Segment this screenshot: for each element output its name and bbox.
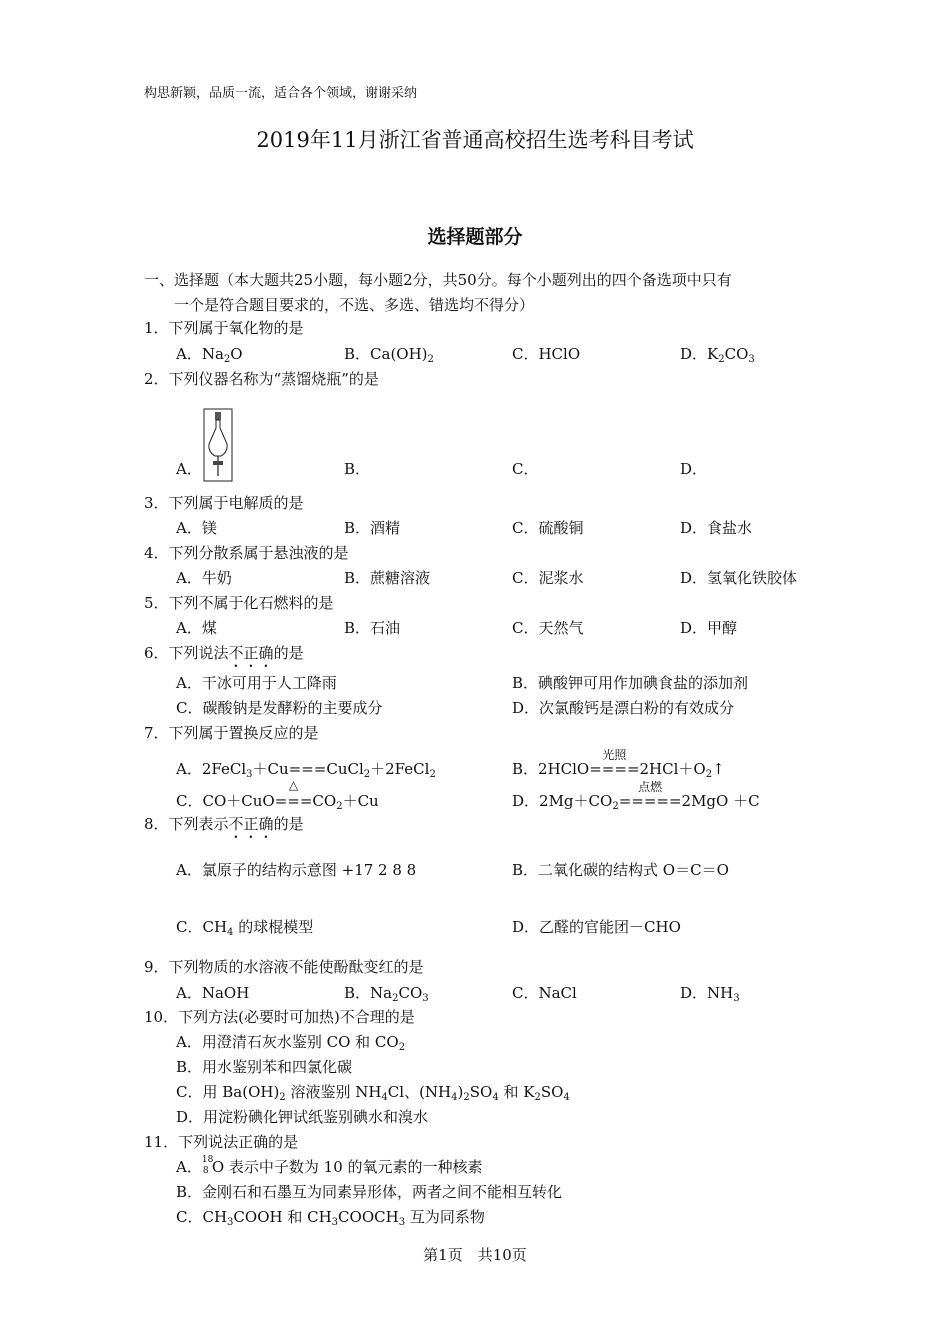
q5-option-d: D．甲醇 [680, 619, 738, 637]
header-note: 构思新颖，品质一流，适合各个领域，谢谢采纳 [144, 86, 418, 101]
q2-option-b: B． [344, 460, 371, 478]
q4-option-d: D．氢氧化铁胶体 [680, 569, 798, 587]
instructions-line1: 一、选择题（本大题共25小题，每小题2分，共50分。每个小题列出的四个备选项中只有 [144, 271, 732, 289]
q9-option-a: A．NaOH [176, 984, 250, 1002]
q4-option-b: B．蔗糖溶液 [344, 569, 431, 587]
q1-option-d: D．$K_2CO_3$ [680, 345, 755, 365]
q8-option-c: C．$CH_4$ 的球棍模型 [176, 918, 314, 938]
question-6-stem: 6．下列说法不正确的是 [144, 644, 304, 662]
page-footer: 第1页 共10页 [423, 1246, 527, 1264]
q1-option-a: A．$Na_2O$ [176, 345, 243, 365]
question-10-stem: 10．下列方法(必要时可加热)不合理的是 [144, 1008, 415, 1026]
q11-option-c: C．$CH_3COOH$ 和 $CH_3COOCH_3$ 互为同系物 [176, 1208, 485, 1228]
question-7-stem: 7．下列属于置换反应的是 [144, 724, 319, 742]
exam-title: 2019年11月浙江省普通高校招生选考科目考试 [256, 128, 694, 152]
q3-option-b: B．酒精 [344, 519, 401, 537]
q6-option-a: A．干冰可用于人工降雨 [176, 674, 337, 692]
q9-option-b: B．$Na_2CO_3$ [344, 984, 429, 1004]
q9-option-c: C．NaCl [512, 984, 577, 1002]
q3-option-c: C．硫酸铜 [512, 519, 584, 537]
q8-option-b: B．二氧化碳的结构式 O＝C＝O [512, 861, 729, 879]
question-1-stem: 1．下列属于氧化物的是 [144, 319, 304, 337]
section-title: 选择题部分 [427, 226, 523, 248]
chlorine-atom-diagram: +17 2 8 8 [341, 861, 417, 879]
q2-option-c: C． [512, 460, 539, 478]
q7-option-c: C．CO＋CuO △ $===CO_2+Cu$ [176, 778, 379, 812]
q5-option-a: A．煤 [176, 619, 217, 637]
q11-option-a: A． 18 8 O 表示中子数为 10 的氧元素的一种核素 [176, 1155, 483, 1176]
q7-option-a: A．2FeCl$_3$＋Cu===CuCl$_2$＋2FeCl$_2$ [176, 760, 436, 780]
q4-option-c: C．泥浆水 [512, 569, 584, 587]
question-5-stem: 5．下列不属于化石燃料的是 [144, 594, 334, 612]
q2-option-d: D． [680, 460, 708, 478]
q10-option-d: D．用淀粉碘化钾试纸鉴别碘水和溴水 [176, 1108, 429, 1126]
question-4-stem: 4．下列分散系属于悬浊液的是 [144, 544, 349, 562]
question-9-stem: 9．下列物质的水溶液不能使酚酞变红的是 [144, 958, 424, 976]
separatory-funnel-image [203, 408, 233, 482]
q3-option-a: A．镁 [176, 519, 217, 537]
q7-option-d: D．$2Mg+CO_2$ 点燃 =====2MgO ＋C [512, 780, 760, 812]
q2-option-a: A． [176, 460, 202, 478]
q10-option-b: B．用水鉴别苯和四氯化碳 [176, 1058, 353, 1076]
q8-option-a: A．氯原子的结构示意图 +17 2 8 8 [176, 861, 417, 879]
q6-option-d: D．次氯酸钙是漂白粉的有效成分 [512, 699, 735, 717]
q5-option-c: C．天然气 [512, 619, 584, 637]
q11-option-b: B．金刚石和石墨互为同素异形体，两者之间不能相互转化 [176, 1183, 563, 1201]
question-11-stem: 11．下列说法正确的是 [144, 1133, 299, 1151]
q7-option-b: B．2HClO 光照 $====2HCl+O_2↑$ [512, 748, 725, 780]
q9-option-d: D．$NH_3$ [680, 984, 740, 1004]
q6-option-b: B．碘酸钾可用作加碘食盐的添加剂 [512, 674, 749, 692]
q6-option-c: C．碳酸钠是发酵粉的主要成分 [176, 699, 383, 717]
q4-option-a: A．牛奶 [176, 569, 232, 587]
question-8-stem: 8．下列表示不正确的是 [144, 815, 304, 833]
instructions [144, 268, 732, 318]
question-2-stem: 2．下列仪器名称为“蒸馏烧瓶”的是 [144, 370, 379, 388]
q1-option-c: C．HClO [512, 345, 581, 363]
q8-option-d: D．乙醛的官能团－CHO [512, 918, 681, 936]
q10-option-c: C．用 $Ba(OH)_2$ 溶液鉴别 $NH_4Cl$、$(NH_4)_2SO_4$ 和 $K_2SO_4$ [176, 1083, 570, 1103]
q5-option-b: B．石油 [344, 619, 401, 637]
question-3-stem: 3．下列属于电解质的是 [144, 494, 304, 512]
q3-option-d: D．食盐水 [680, 519, 753, 537]
q10-option-a: A．用澄清石灰水鉴别 CO 和 $CO_2$ [176, 1033, 406, 1053]
instructions-line2: 一个是符合题目要求的，不选、多选、错选均不得分） [174, 296, 535, 314]
q1-option-b: B．$Ca(OH)_2$ [344, 345, 434, 365]
